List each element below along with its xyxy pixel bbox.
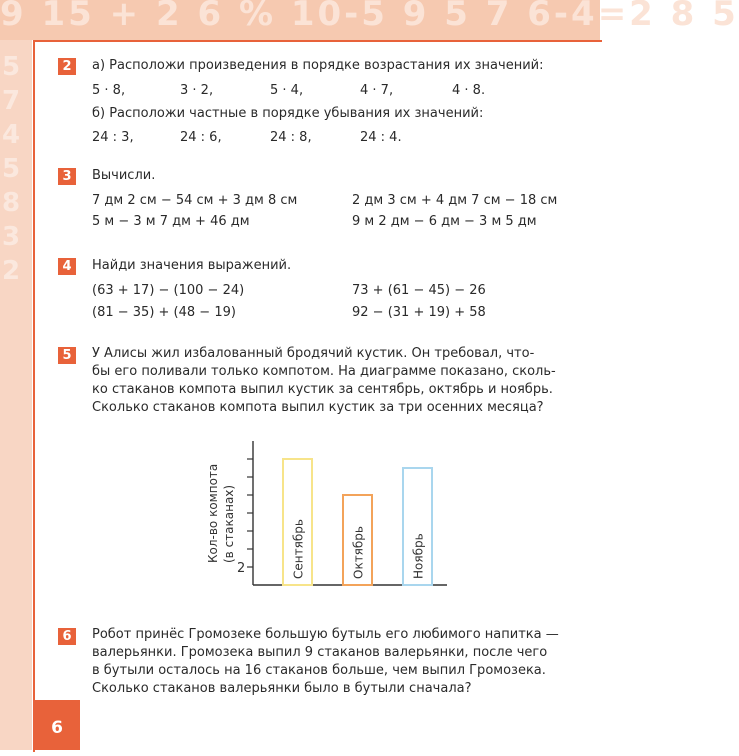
task-2b-item: 24 : 3,: [92, 130, 134, 145]
task-3-expression: 5 м − 3 м 7 дм + 46 дм: [92, 214, 250, 229]
task-2a-item: 4 · 7,: [360, 83, 394, 98]
task-2a-item: 5 · 4,: [270, 83, 304, 98]
top-decorative-band: [0, 0, 739, 40]
task-6-text: [92, 626, 566, 698]
y-axis-label: (в стаканах): [222, 484, 236, 563]
task-3-title: Вычисли.: [92, 168, 156, 183]
task-6-line: в бутыли осталось на 16 стаканов больше, чем выпил Громозека.: [92, 663, 546, 678]
task-3-expression: 9 м 2 дм − 6 дм − 3 м 5 дм: [352, 214, 537, 229]
task-2b-item: 24 : 4.: [360, 130, 402, 145]
task-4-expression: 92 − (31 + 19) + 58: [352, 305, 486, 320]
task-3-number: 3: [58, 168, 76, 185]
task-6-line: Сколько стаканов валерьянки было в бутыли сначала?: [92, 681, 472, 696]
page-number: 6: [34, 700, 80, 750]
task-2b-text: б) Расположи частные в порядке убывания их значений:: [92, 106, 484, 121]
task-6-line: валерьянки. Громозека выпил 9 стаканов валерьянки, после чего: [92, 645, 548, 660]
bar-chart: [195, 435, 455, 595]
task-2a-item: 3 · 2,: [180, 83, 214, 98]
bar-category-label: Ноябрь: [411, 533, 426, 579]
task-4-expression: (63 + 17) − (100 − 24): [92, 283, 245, 298]
task-5-line: У Алисы жил избалованный бродячий кустик. Он требовал, что-: [92, 346, 535, 361]
bar-category-label: Сентябрь: [291, 519, 306, 579]
task-2a-text: а) Расположи произведения в порядке возрастания их значений:: [92, 58, 544, 73]
task-6-number: 6: [58, 628, 76, 645]
task-5-line: ко стаканов компота выпил кустик за сентябрь, октябрь и ноябрь.: [92, 382, 553, 397]
bar-category-label: Октябрь: [351, 526, 366, 579]
task-6-line: Робот принёс Громозеке большую бутыль его любимого напитка —: [92, 627, 559, 642]
task-3-expression: 2 дм 3 см + 4 дм 7 см − 18 см: [352, 193, 558, 208]
task-5-line: Сколько стаканов компота выпил кустик за три осенних месяца?: [92, 400, 544, 415]
task-2b-item: 24 : 8,: [270, 130, 312, 145]
task-2b-item: 24 : 6,: [180, 130, 222, 145]
top-decoration-digits: 9 15 + 2 6 % 10-5 9 5 7 6-4=2 8 5: [0, 0, 739, 34]
y-axis-label: Кол-во компота: [206, 463, 220, 563]
task-2a-item: 4 · 8.: [452, 83, 486, 98]
left-decorative-band: [0, 40, 32, 750]
task-5-line: бы его поливали только компотом. На диаграмме показано, сколь-: [92, 364, 556, 379]
left-decoration-digits: 5 7 4 5 8 3 2: [2, 52, 21, 286]
task-4-number: 4: [58, 258, 76, 275]
task-5-text: [92, 345, 566, 417]
task-2a-item: 5 · 8,: [92, 83, 126, 98]
task-4-expression: 73 + (61 − 45) − 26: [352, 283, 486, 298]
task-4-title: Найди значения выражений.: [92, 258, 292, 273]
task-5-number: 5: [58, 347, 76, 364]
task-4-expression: (81 − 35) + (48 − 19): [92, 305, 236, 320]
task-3-expression: 7 дм 2 см − 54 см + 3 дм 8 см: [92, 193, 298, 208]
y-tick-label: 2: [237, 561, 246, 576]
task-2-number: 2: [58, 58, 76, 75]
